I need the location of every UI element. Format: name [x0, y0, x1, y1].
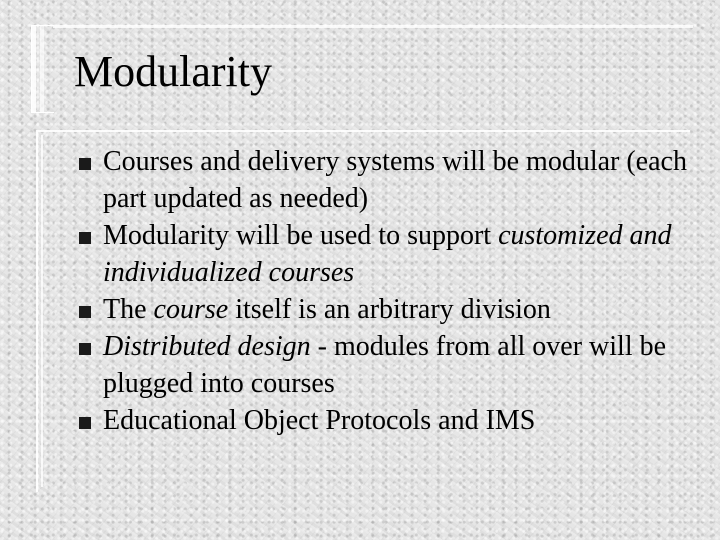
bullet-item — [67, 402, 687, 439]
square-bullet-icon — [79, 343, 91, 355]
bullet-item — [67, 291, 687, 328]
bullet-text: itself is an arbitrary division — [228, 294, 551, 325]
bullet-text: Modularity will be used to support — [103, 220, 499, 251]
square-bullet-icon — [79, 232, 91, 244]
bullet-text: Educational Object Protocols and IMS — [103, 405, 536, 436]
bullet-text: The — [103, 294, 154, 325]
square-bullet-icon — [79, 158, 91, 170]
bullet-list — [67, 143, 687, 439]
square-bullet-icon — [79, 306, 91, 318]
bullet-text-italic: course — [153, 294, 229, 325]
bullet-item — [67, 328, 687, 402]
title-decorative-frame — [31, 25, 54, 113]
square-bullet-icon — [79, 417, 91, 429]
bullet-item — [67, 217, 687, 291]
bullet-text-italic: customized and individualized courses — [103, 220, 672, 288]
bullet-text: Courses and delivery systems will be modular (each part updated as needed) — [103, 146, 687, 214]
bullet-item — [67, 143, 687, 217]
body-decorative-inner-rule — [41, 135, 49, 487]
title-decorative-rule — [53, 25, 693, 28]
bullet-text-italic: Distributed design — [103, 331, 311, 362]
slide-title: Modularity — [74, 47, 272, 96]
bullet-text: - modules from all over will be plugged into courses — [103, 331, 667, 399]
